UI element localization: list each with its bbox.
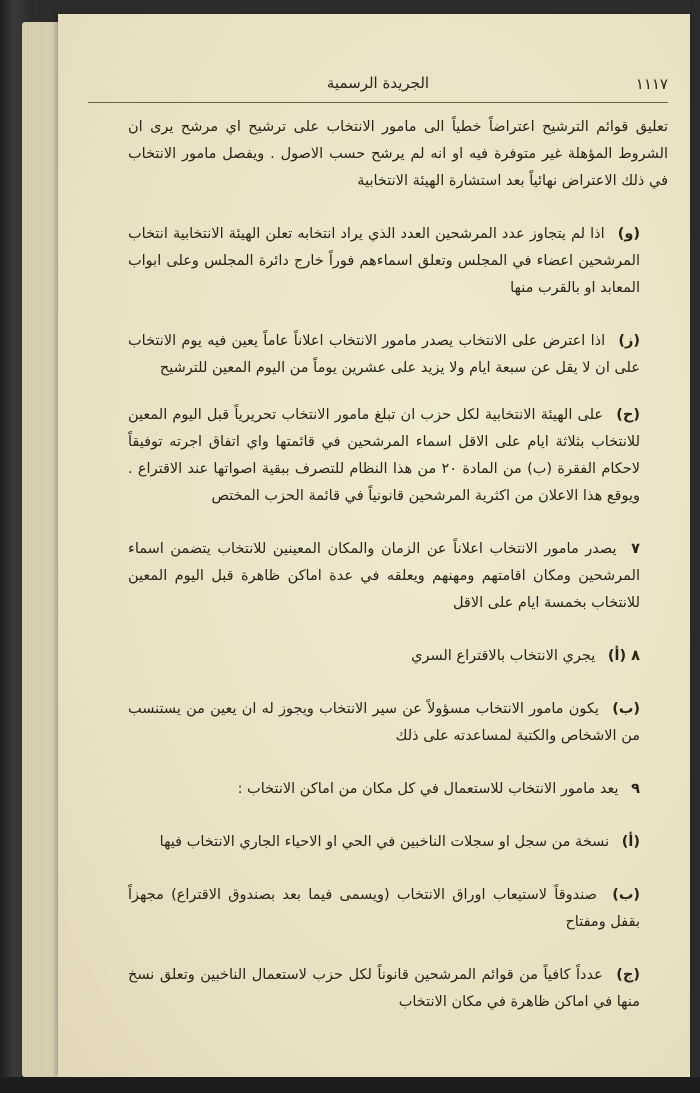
paragraph-label: (ب)	[612, 887, 641, 903]
page-edges	[22, 22, 62, 1077]
header-rule	[88, 102, 668, 103]
paragraph-text: يجري الانتخاب بالاقتراع السري	[411, 648, 596, 664]
paragraph-text: يكون مامور الانتخاب مسؤولاً عن سير الانتخاب ويجوز له ان يعين من يستنسب من الاشخاص والكتبة لمساعدته على ذلك	[128, 701, 640, 744]
paragraph-text: يصدر مامور الانتخاب اعلاناً عن الزمان والمكان المعينين للانتخاب يتضمن اسماء المرشحين ومكان اقامتهم ومهنهم ويعلقه في عدة اماكن ظاهرة قبل اليوم المعين للانتخاب بخمسة ايام على الاقل	[128, 541, 640, 611]
paragraph-text: اذا اعترض على الانتخاب يصدر مامور الانتخاب اعلاناً عاماً يعين فيه يوم الانتخاب على ان لا يقل عن سبعة ايام ولا يزيد على عشرين يوماً من اليوم المعين للترشيح	[128, 333, 640, 376]
document-page	[58, 14, 690, 1077]
paragraph-waw	[128, 221, 668, 302]
paragraph-8b	[128, 696, 668, 750]
page-content	[128, 114, 668, 1016]
paragraph-intro	[128, 114, 668, 195]
paragraph-label: ٩	[631, 781, 640, 797]
paragraph-9b	[128, 882, 668, 936]
paragraph-label: ٨ (أ)	[607, 648, 640, 664]
paragraph-zay	[128, 328, 668, 382]
paragraph-label: (ز)	[618, 333, 640, 349]
paragraph-label: (و)	[617, 226, 640, 242]
paragraph-label: ٧	[631, 541, 640, 557]
paragraph-text: نسخة من سجل او سجلات الناخبين في الحي او الاحياء الجاري الانتخاب فيها	[159, 834, 610, 850]
paragraph-text: يعد مامور الانتخاب للاستعمال في كل مكان من اماكن الانتخاب :	[237, 781, 619, 797]
paragraph-label: (ب)	[612, 701, 641, 717]
book-cover-bottom	[0, 1077, 700, 1093]
paragraph-label: (أ)	[621, 834, 640, 850]
paragraph-9a	[128, 829, 668, 856]
paragraph-9c	[128, 962, 668, 1016]
paragraph-7	[128, 536, 668, 617]
paragraph-8a	[128, 643, 668, 670]
page-header	[88, 74, 668, 98]
paragraph-text: صندوقاً لاستيعاب اوراق الانتخاب (ويسمى فيما بعد بصندوق الاقتراع) مجهزاً بقفل ومفتاح	[128, 887, 640, 930]
paragraph-9	[128, 776, 668, 803]
page-number: ١١١٧	[635, 75, 668, 93]
paragraph-ha	[128, 402, 668, 510]
paragraph-text: على الهيئة الانتخابية لكل حزب ان تبلغ مامور الانتخاب تحريرياً قبل اليوم المعين للانتخاب بثلاثة ايام على الاقل اسماء المرشحين في قائمتها واي اتفاق اجرته توفيقاً لاحكام الفقرة (ب) من المادة ٢٠ من هذا النظام للتصرف ببقية اصواتها عند الاقتراع . ويوقع هذا الاعلان من اكثرية المرشحين قانونياً في قائمة الحزب المختص	[128, 407, 641, 504]
paragraph-label: (ج)	[616, 967, 641, 983]
paragraph-text: اذا لم يتجاوز عدد المرشحين العدد الذي يراد انتخابه تعلن الهيئة الانتخابية انتخاب المرشحين اعضاء في المجلس وتعلق اسماءهم فوراً خارج دائرة المجلس وعلى ابواب المعابد او بالقرب منها	[128, 226, 640, 296]
paragraph-text: عدداً كافياً من قوائم المرشحين قانوناً لكل حزب لاستعمال الناخبين وتعلق نسخ منها في اماكن ظاهرة في مكان الانتخاب	[128, 967, 640, 1010]
book-cover-right	[690, 0, 700, 1093]
paragraph-label: (ح)	[616, 407, 641, 423]
page-title: الجريدة الرسمية	[326, 74, 430, 92]
paragraph-text: تعليق قوائم الترشيح اعتراضاً خطياً الى مامور الانتخاب على ترشيح اي مرشح يرى ان الشروط المؤهلة غير متوفرة فيه او انه لم يرشح حسب الاصول . ويفصل مامور الانتخاب في ذلك الاعتراض نهائياً بعد استشارة الهيئة الانتخابية	[128, 119, 668, 189]
